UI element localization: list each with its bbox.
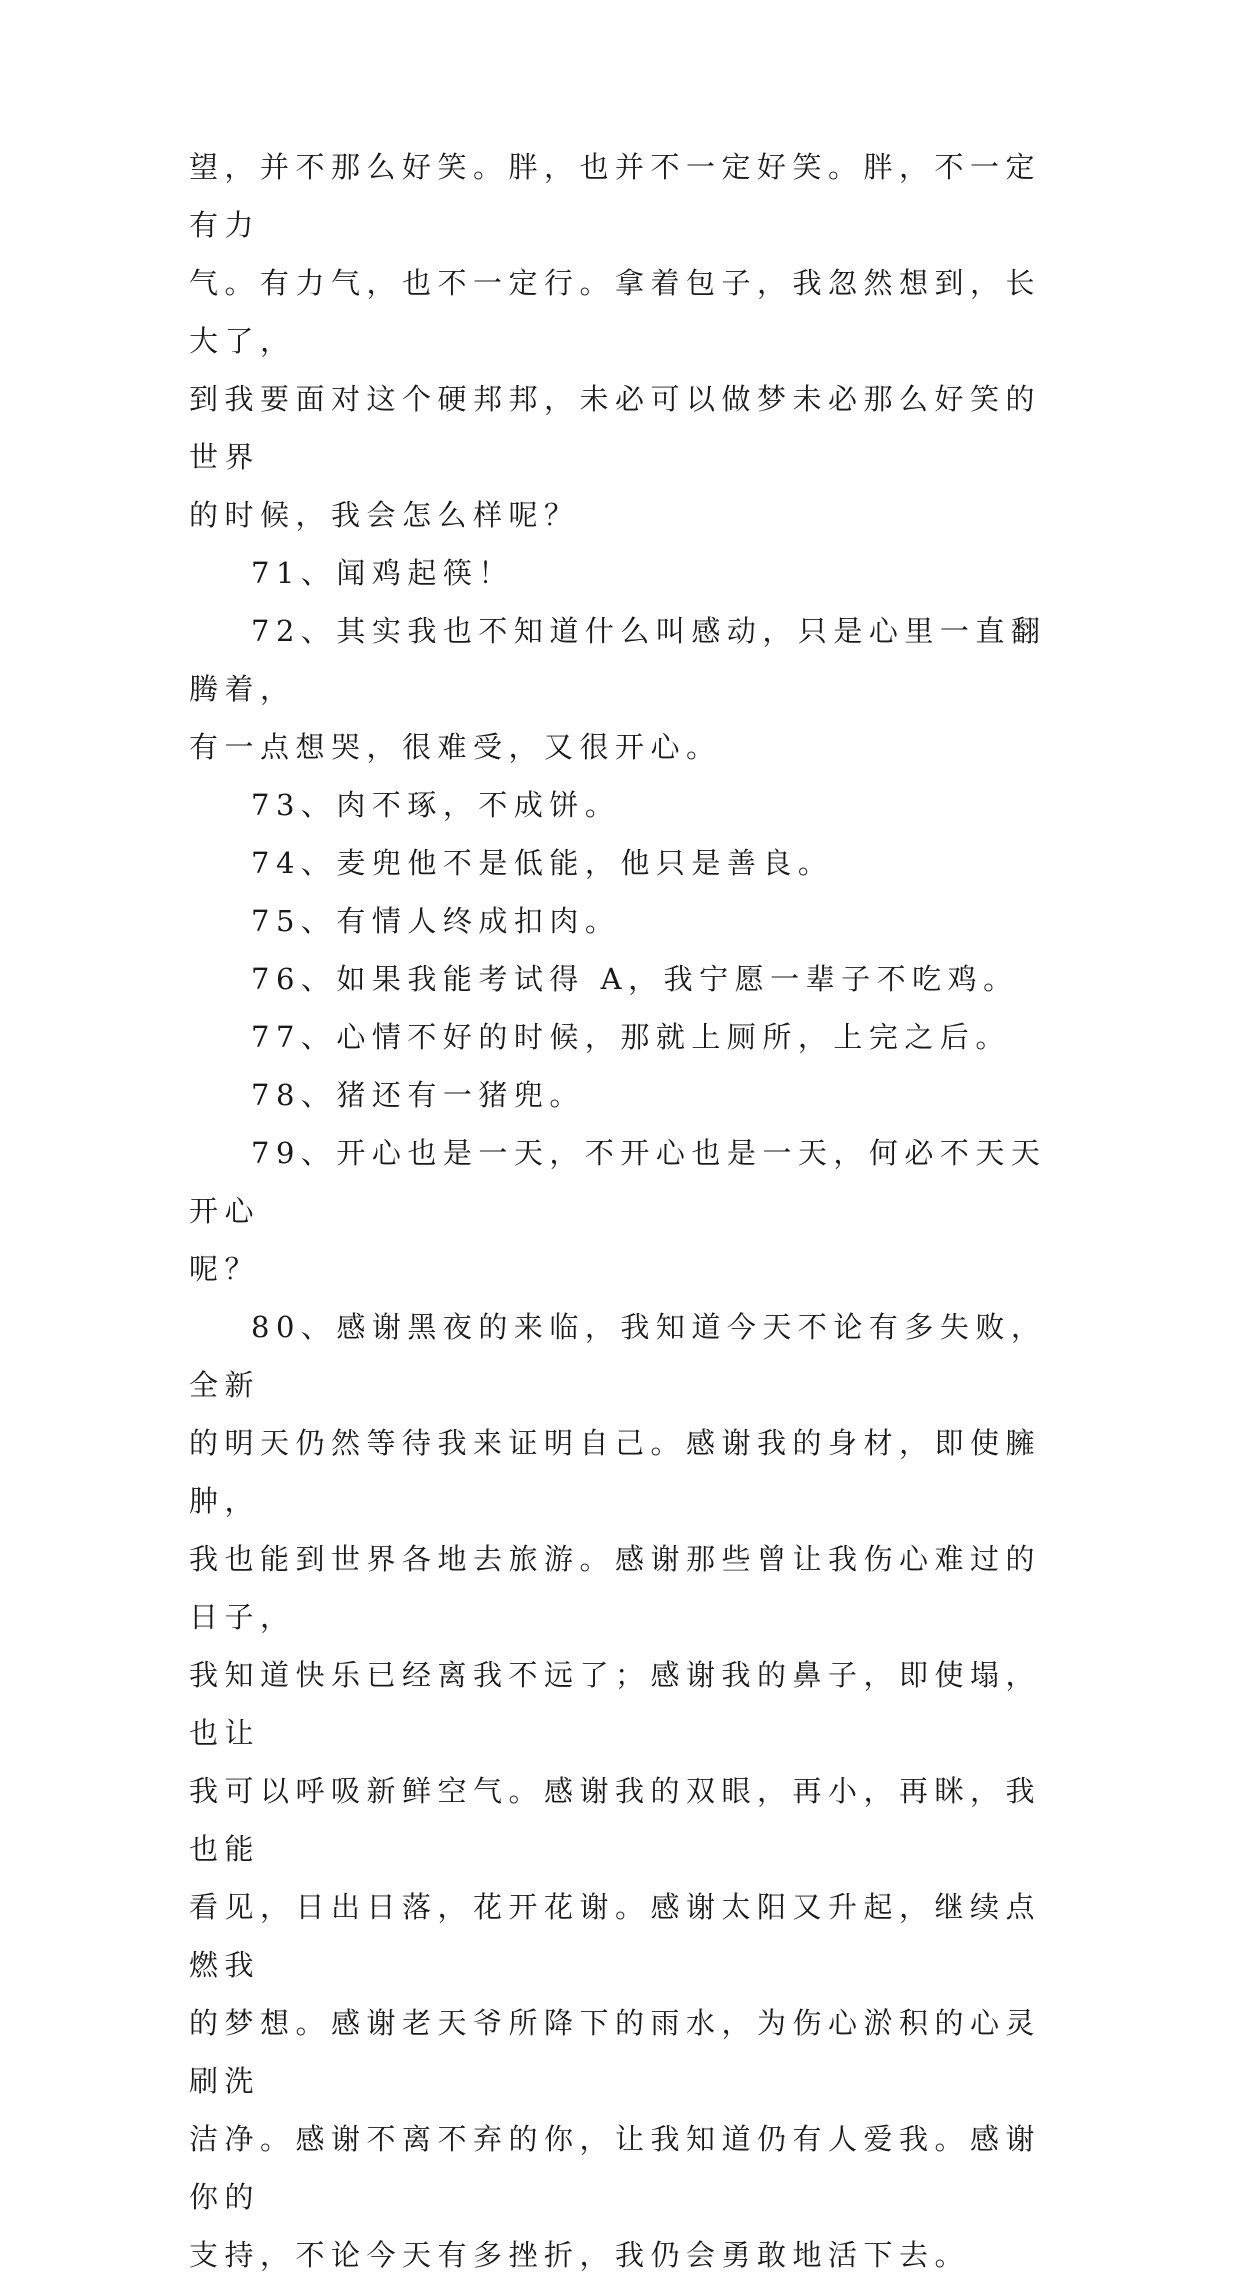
text-line: 呢？ (189, 1252, 261, 1286)
quote-80: 80、感谢黑夜的来临，我知道今天不论有多失败，全新 (189, 1310, 1047, 1402)
body-text (189, 138, 1061, 2284)
text-line: 望，并不那么好笑。胖，也并不一定好笑。胖，不一定有力 (189, 150, 1042, 242)
text-line: 支持，不论今天有多挫折，我仍会勇敢地活下去。 (189, 2238, 971, 2272)
text-line: 的梦想。感谢老天爷所降下的雨水，为伤心淤积的心灵刷洗 (189, 2006, 1042, 2098)
quote-76: 76、如果我能考试得 A，我宁愿一辈子不吃鸡。 (251, 962, 1019, 996)
quote-75: 75、有情人终成扣肉。 (251, 904, 621, 938)
text-line: 洁净。感谢不离不弃的你，让我知道仍有人爱我。感谢你的 (189, 2122, 1042, 2214)
text-line: 我知道快乐已经离我不远了；感谢我的鼻子，即使塌，也让 (189, 1658, 1042, 1750)
text-line: 的时候，我会怎么样呢？ (189, 498, 580, 532)
text-line: 看见，日出日落，花开花谢。感谢太阳又升起，继续点燃我 (189, 1890, 1042, 1982)
text-line: 我也能到世界各地去旅游。感谢那些曾让我伤心难过的日子， (189, 1542, 1042, 1634)
quote-78: 78、猪还有一猪兜。 (251, 1078, 585, 1112)
text-line: 的明天仍然等待我来证明自己。感谢我的身材，即使臃肿， (189, 1426, 1042, 1518)
text-line: 到我要面对这个硬邦邦，未必可以做梦未必那么好笑的世界 (189, 382, 1042, 474)
text-line: 我可以呼吸新鲜空气。感谢我的双眼，再小，再眯，我也能 (189, 1774, 1042, 1866)
text-line: 气。有力气，也不一定行。拿着包子，我忽然想到，长大了， (189, 266, 1042, 358)
quote-74: 74、麦兜他不是低能，他只是善良。 (251, 846, 834, 880)
quote-79: 79、开心也是一天，不开心也是一天，何必不天天开心 (189, 1136, 1047, 1228)
quote-72: 72、其实我也不知道什么叫感动，只是心里一直翻腾着， (189, 614, 1047, 706)
quote-71: 71、闻鸡起筷！ (251, 556, 514, 590)
quote-73: 73、肉不琢，不成饼。 (251, 788, 621, 822)
quote-77: 77、心情不好的时候，那就上厕所，上完之后。 (251, 1020, 1011, 1054)
text-line: 有一点想哭，很难受，又很开心。 (189, 730, 722, 764)
